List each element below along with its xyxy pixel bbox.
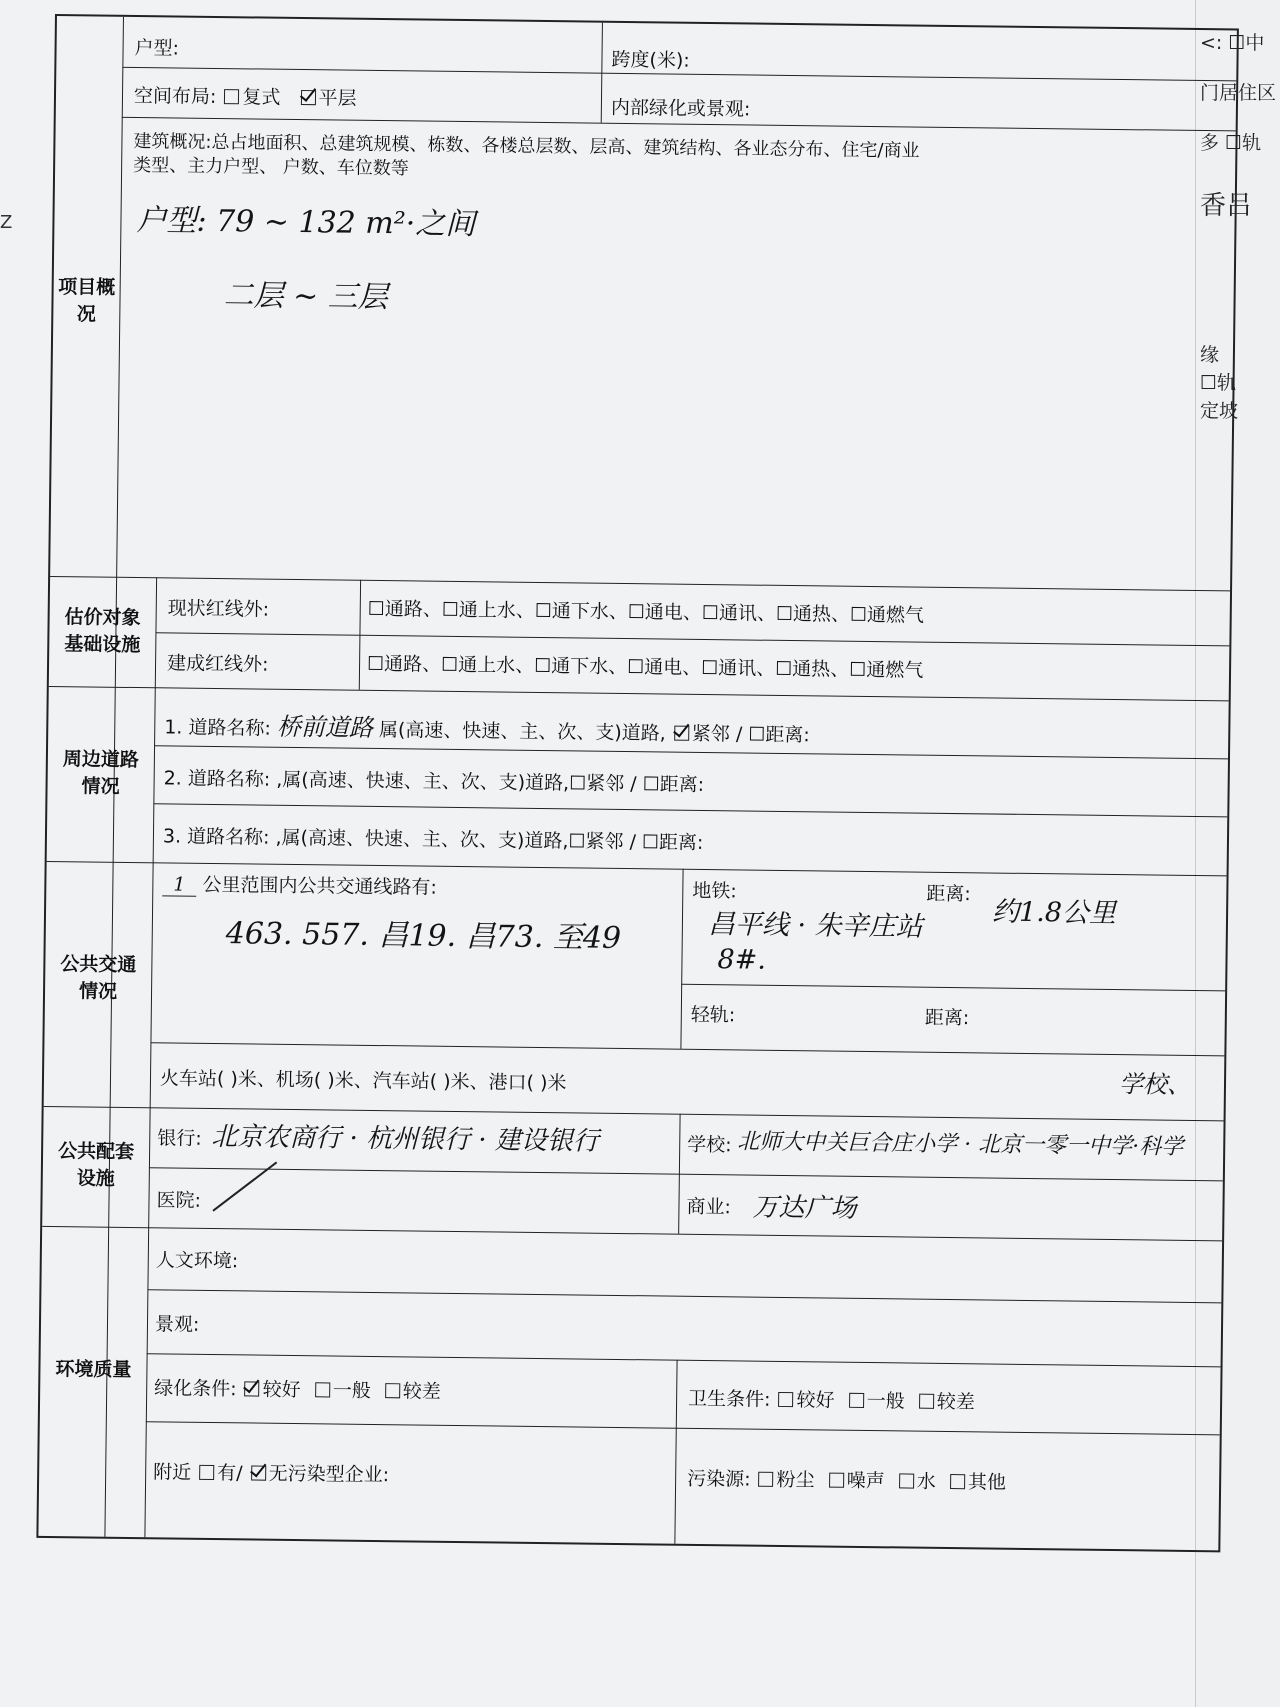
side-line: <: ☐中 bbox=[1200, 32, 1265, 54]
greening-condition-row bbox=[154, 1373, 441, 1404]
school-label: 学校: bbox=[687, 1133, 732, 1157]
light-rail-label: 轻轨: bbox=[690, 1003, 736, 1027]
nearby-yes-checkbox[interactable] bbox=[199, 1465, 214, 1480]
road1-distance-label: / ☐距离: bbox=[735, 723, 810, 747]
handwritten-commerce: 万达广场 bbox=[752, 1192, 857, 1224]
handwritten-bus-lines: 463. 557. 昌19. 昌73. 至49 bbox=[225, 916, 622, 956]
duplex-checkbox[interactable] bbox=[224, 89, 239, 104]
hygiene-normal-checkbox[interactable] bbox=[849, 1393, 864, 1408]
hygiene-condition-row bbox=[688, 1384, 975, 1415]
flat-option: 平层 bbox=[318, 87, 357, 110]
landscape-label: 景观: bbox=[154, 1313, 200, 1336]
built-utilities-options[interactable]: ☐通路、☐通上水、☐通下水、☐通电、☐通讯、☐通热、☐通燃气 bbox=[366, 652, 924, 682]
section-label-infrastructure: 估价对象 基础设施 bbox=[64, 606, 141, 657]
greening-poor-option: 较差 bbox=[402, 1380, 442, 1403]
handwritten-schools: 北师大中关巨合庄小学 · 北京一零一中学·科学 bbox=[737, 1129, 1184, 1160]
side-line: 多 ☐轨 bbox=[1200, 132, 1262, 154]
pollution-source-label: 污染源: bbox=[687, 1467, 751, 1491]
dust-option: 粉尘 bbox=[776, 1468, 815, 1492]
nearby-yes-option: 有/ bbox=[217, 1462, 243, 1485]
handwritten-subway-distance: 约1.8公里 bbox=[991, 896, 1117, 930]
hygiene-good-checkbox[interactable] bbox=[778, 1392, 793, 1407]
road1-suffix: 属(高速、快速、主、次、支)道路, bbox=[378, 719, 666, 745]
nearby-pollution-row bbox=[153, 1457, 389, 1487]
subway-distance-label: 距离: bbox=[926, 882, 971, 906]
appraisal-survey-table bbox=[36, 14, 1239, 1552]
handwritten-school-overflow: 学校、 bbox=[1118, 1070, 1192, 1099]
light-rail-distance-label: 距离: bbox=[924, 1006, 970, 1030]
side-line: 缘 bbox=[1200, 344, 1220, 366]
nearby-no-option: 无污染型企业: bbox=[268, 1462, 390, 1487]
subway-label: 地铁: bbox=[692, 879, 737, 903]
road-row-1 bbox=[164, 705, 810, 748]
nearby-label: 附近 bbox=[153, 1461, 192, 1484]
transit-range-value: 1 bbox=[162, 873, 196, 896]
road-row-3: 3. 道路名称: ,属(高速、快速、主、次、支)道路,☐紧邻 / ☐距离: bbox=[162, 825, 704, 854]
noise-option: 噪声 bbox=[846, 1469, 885, 1493]
side-line: 门居住区 bbox=[1200, 82, 1277, 104]
road-row-2: 2. 道路名称: ,属(高速、快速、主、次、支)道路,☐紧邻 / ☐距离: bbox=[163, 767, 705, 796]
greening-good-checkbox[interactable] bbox=[245, 1381, 260, 1396]
hospital-label: 医院: bbox=[156, 1189, 202, 1212]
side-line: ☐轨 bbox=[1200, 372, 1237, 394]
commerce-label: 商业: bbox=[686, 1195, 732, 1219]
layout-row bbox=[134, 81, 357, 111]
current-redline-label: 现状红线外: bbox=[167, 597, 270, 621]
transit-range-label: 公里范围内公共交通线路有: bbox=[202, 873, 437, 899]
building-overview-line1: 建筑概况:总占地面积、总建筑规模、栋数、各楼总层数、层高、建筑结构、各业态分布、住宅/商业 bbox=[133, 130, 920, 162]
greening-landscape-label: 内部绿化或景观: bbox=[610, 96, 751, 121]
layout-label: 空间布局: bbox=[133, 84, 217, 108]
hygiene-condition-label: 卫生条件: bbox=[687, 1387, 771, 1411]
greening-condition-label: 绿化条件: bbox=[154, 1377, 237, 1401]
handwritten-subway-exit: 8#. bbox=[717, 944, 767, 976]
section-label-overview: 项目概况 bbox=[58, 276, 116, 326]
hygiene-poor-checkbox[interactable] bbox=[919, 1394, 934, 1409]
stations-distance-row: 火车站( )米、机场( )米、汽车站( )米、港口( )米 bbox=[159, 1067, 567, 1095]
hygiene-normal-option: 一般 bbox=[866, 1390, 905, 1413]
hygiene-poor-option: 较差 bbox=[936, 1390, 975, 1414]
left-edge-mark: Z bbox=[0, 212, 13, 233]
current-utilities-options[interactable]: ☐通路、☐通上水、☐通下水、☐通电、☐通讯、☐通热、☐通燃气 bbox=[367, 597, 925, 627]
water-checkbox[interactable] bbox=[899, 1473, 914, 1488]
section-label-facilities: 公共配套 设施 bbox=[57, 1140, 135, 1190]
handwritten-floors: 二层 ~ 三层 bbox=[223, 278, 388, 316]
greening-good-option: 较好 bbox=[262, 1378, 301, 1402]
other-option: 其他 bbox=[967, 1471, 1007, 1494]
unit-type-label: 户型: bbox=[134, 36, 180, 60]
flat-checkbox[interactable] bbox=[301, 90, 316, 105]
road1-adjacent-checkbox[interactable] bbox=[674, 726, 689, 741]
section-label-environment: 环境质量 bbox=[55, 1358, 132, 1382]
greening-normal-checkbox[interactable] bbox=[315, 1382, 330, 1397]
side-line: 香吕 bbox=[1200, 191, 1253, 221]
section-label-transit: 公共交通 情况 bbox=[60, 953, 137, 1003]
span-label: 跨度(米): bbox=[611, 48, 690, 72]
side-line: 定坡 bbox=[1200, 400, 1239, 422]
dust-checkbox[interactable] bbox=[759, 1472, 774, 1487]
greening-poor-checkbox[interactable] bbox=[385, 1383, 400, 1398]
road1-adjacent-label: 紧邻 bbox=[691, 722, 730, 746]
road1-prefix: 1. 道路名称: bbox=[164, 716, 271, 740]
cultural-environment-label: 人文环境: bbox=[155, 1249, 239, 1273]
handwritten-unit-area: 户型: 79 ~ 132 m²·之间 bbox=[136, 203, 476, 243]
noise-checkbox[interactable] bbox=[829, 1473, 844, 1488]
transit-range-row bbox=[162, 869, 437, 899]
built-redline-label: 建成红线外: bbox=[166, 652, 269, 676]
handwritten-subway-station: 昌平线 · 朱辛庄站 bbox=[707, 909, 923, 943]
road1-handwritten-name: 桥前道路 bbox=[276, 712, 374, 742]
other-checkbox[interactable] bbox=[950, 1474, 965, 1489]
nearby-no-checkbox[interactable] bbox=[251, 1466, 266, 1481]
greening-normal-option: 一般 bbox=[332, 1379, 371, 1402]
hygiene-good-option: 较好 bbox=[796, 1389, 835, 1412]
section-label-roads: 周边道路 情况 bbox=[62, 748, 140, 798]
handwritten-banks: 北京农商行 · 杭州银行 · 建设银行 bbox=[211, 1121, 600, 1157]
pollution-source-row bbox=[687, 1464, 1006, 1495]
water-option: 水 bbox=[916, 1470, 936, 1493]
duplex-option: 复式 bbox=[242, 86, 281, 109]
bank-label: 银行: bbox=[157, 1127, 202, 1150]
building-overview-line2: 类型、主力户型、 户数、车位数等 bbox=[133, 154, 409, 180]
